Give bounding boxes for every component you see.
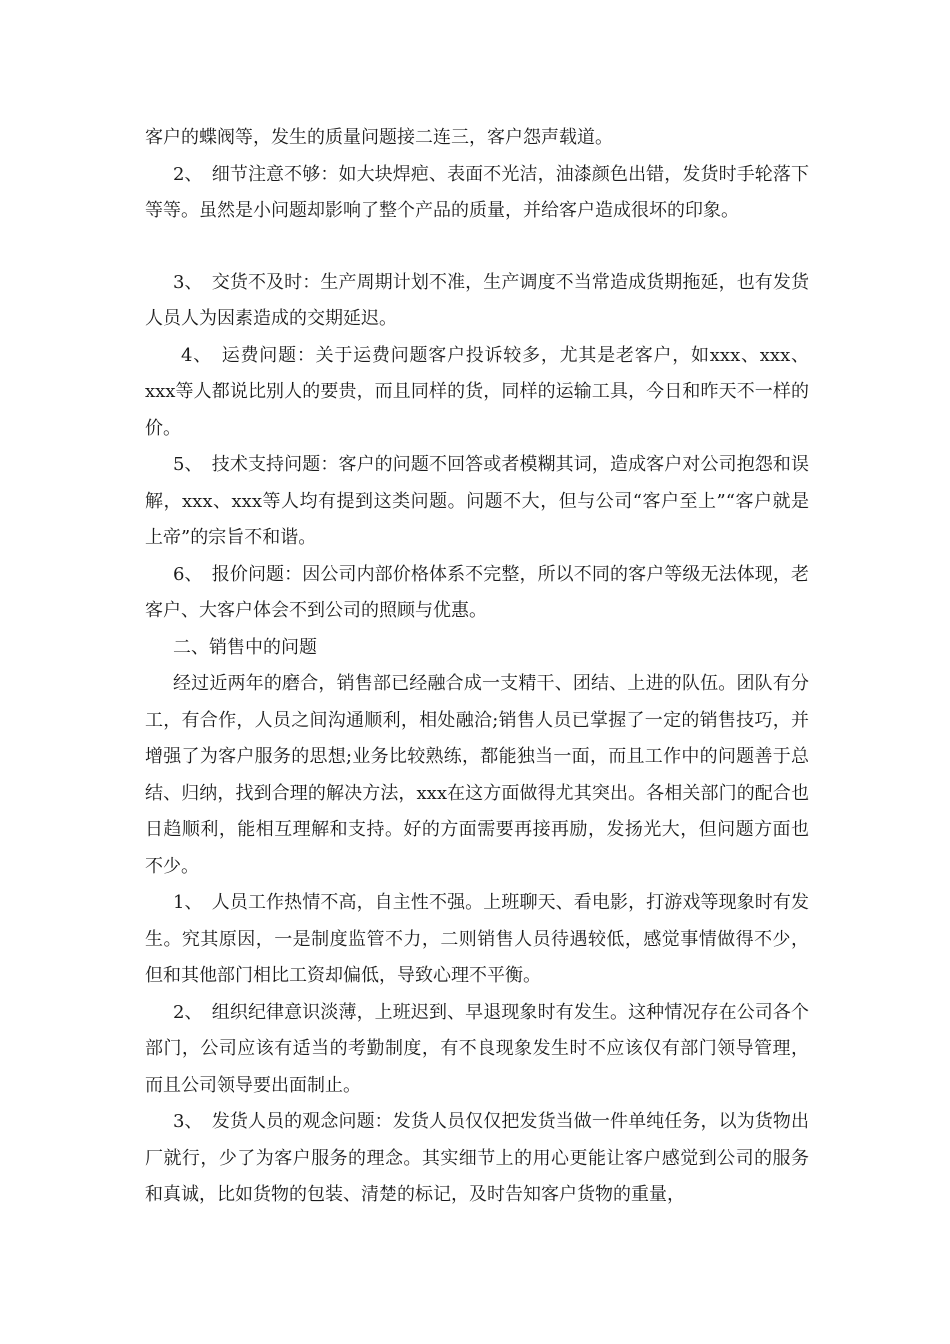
paragraph-continuation: 客户的蝶阀等，发生的质量问题接二连三，客户怨声载道。 (145, 127, 613, 148)
paragraph-item-2-discipline: 2、 组织纪律意识淡薄，上班迟到、早退现象时有发生。这种情况存在公司各个部门，公司应该有适当的考勤制度，有不良现象发生时不应该仅有部门领导管理，而且公司领导要出面制止。 (145, 1001, 809, 1096)
paragraph-item-1-enthusiasm: 1、 人员工作热情不高，自主性不强。上班聊天、看电影，打游戏等现象时有发生。究其原因，一是制度监管不力，二则销售人员待遇较低，感觉事情做得不少，但和其他部门相比工资却偏低，导致心理不平衡。 (145, 892, 809, 986)
document-page (145, 120, 809, 1214)
paragraph-item-5-tech-support: 5、 技术支持问题：客户的问题不回答或者模糊其词，造成客户对公司抱怨和误解，xxx、xxx等人均有提到这类问题。问题不大，但与公司“客户至上”“客户就是上帝”的宗旨不和谐。 (145, 454, 809, 548)
paragraph-item-6-quotation: 6、 报价问题：因公司内部价格体系不完整，所以不同的客户等级无法体现，老客户、大客户体会不到公司的照顾与优惠。 (145, 563, 809, 621)
paragraph-item-4-freight: 4、 运费问题：关于运费问题客户投诉较多，尤其是老客户，如xxx、xxx、xxx等人都说比别人的要贵，而且同样的货，同样的运输工具，今日和昨天不一样的价。 (145, 344, 809, 439)
paragraph-item-3-delivery: 3、 交货不及时：生产周期计划不准，生产调度不当常造成货期拖延，也有发货人员人为因素造成的交期延迟。 (145, 271, 809, 329)
paragraph-item-3-shipping-mindset: 3、 发货人员的观念问题：发货人员仅仅把发货当做一件单纯任务，以为货物出厂就行，少了为客户服务的理念。其实细节上的用心更能让客户感觉到公司的服务和真诚，比如货物的包装、清楚的标记，及时告知客户货物的重量， (145, 1111, 809, 1205)
paragraph-sales-overview: 经过近两年的磨合，销售部已经融合成一支精干、团结、上进的队伍。团队有分工，有合作，人员之间沟通顺利，相处融洽;销售人员已掌握了一定的销售技巧，并增强了为客户服务的思想;业务比较熟练，都能独当一面，而且工作中的问题善于总结、归纳，找到合理的解决方法，xxx在这方面做得尤其突出。各相关部门的配合也日趋顺利，能相互理解和支持。好的方面需要再接再励，发扬光大，但问题方面也不少。 (145, 673, 809, 877)
section-heading-sales-issues: 二、销售中的问题 (173, 636, 317, 658)
paragraph-item-2-detail: 2、 细节注意不够：如大块焊疤、表面不光洁，油漆颜色出错，发货时手轮落下等等。虽然是小问题却影响了整个产品的质量，并给客户造成很坏的印象。 (145, 163, 809, 221)
